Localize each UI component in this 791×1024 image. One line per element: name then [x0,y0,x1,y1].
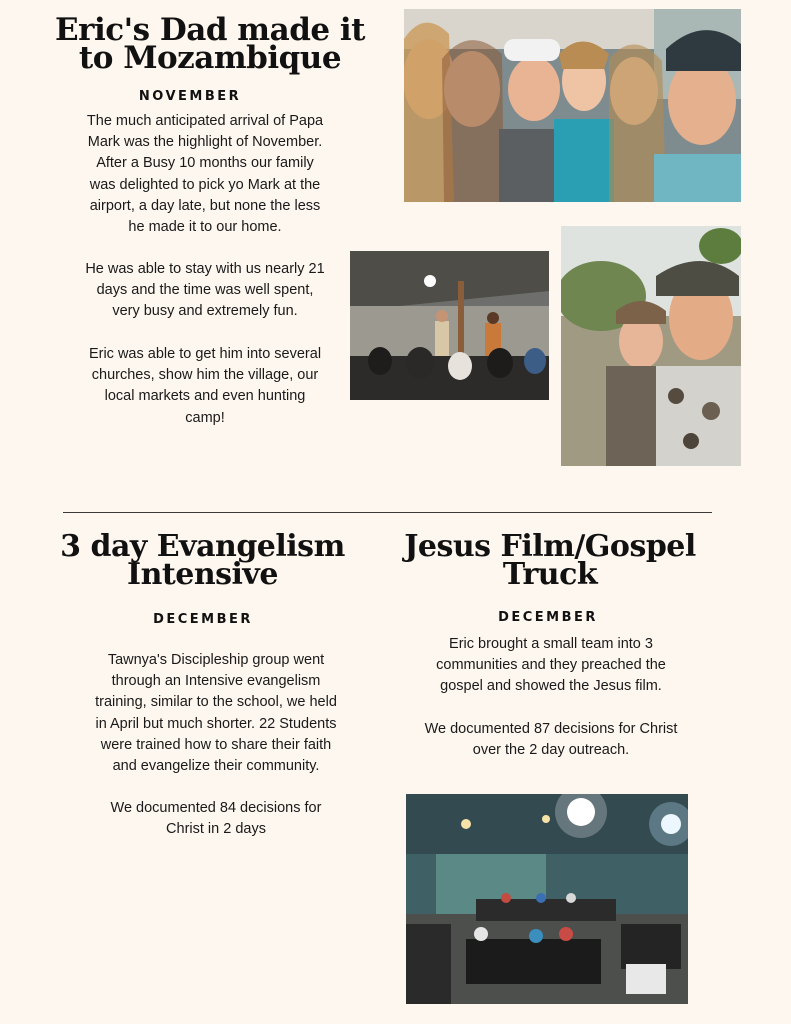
section1-paragraph-3: Eric was able to get him into several churches, show him the village, our local markets and even hunting camp! [88,346,322,426]
family-selfie-photo [404,9,741,202]
section3-month: DECEMBER [498,610,598,625]
church-meeting-photo [350,251,549,400]
section1-paragraph-1: The much anticipated arrival of Papa Mark was the highlight of November. After a Busy 10 months our family was delighted to pick yo Mark at the airport, a day late, but none the less he made it to our home. [86,113,324,236]
section2-month: DECEMBER [153,612,253,627]
section1-month: NOVEMBER [138,89,242,104]
section2-paragraph-2: We documented 84 decisions for Christ in 2 days [110,800,322,838]
section1-title: Eric's Dad made it to Mozambique [55,12,365,76]
section3-paragraph-2: We documented 87 decisions for Christ over the 2 day outreach. [424,721,678,759]
section-divider [63,512,712,513]
section2-title: 3 day Evangelism Intensive [60,529,345,592]
hunting-camp-photo [561,226,741,466]
jesus-film-gathering-photo [406,794,688,1004]
section3-paragraph-1: Eric brought a small team into 3 communities and they preached the gospel and showed the Jesus film. [436,636,666,695]
section2-paragraph-1: Tawnya's Discipleship group went through an Intensive evangelism training, similar to the school, we held in April but much shorter. 22 Students were trained how to share their faith and evangelize their community. [95,652,337,775]
section3-title: Jesus Film/Gospel Truck [404,529,696,592]
section1-paragraph-2: He was able to stay with us nearly 21 days and the time was well spent, very busy and extremely fun. [85,261,325,320]
